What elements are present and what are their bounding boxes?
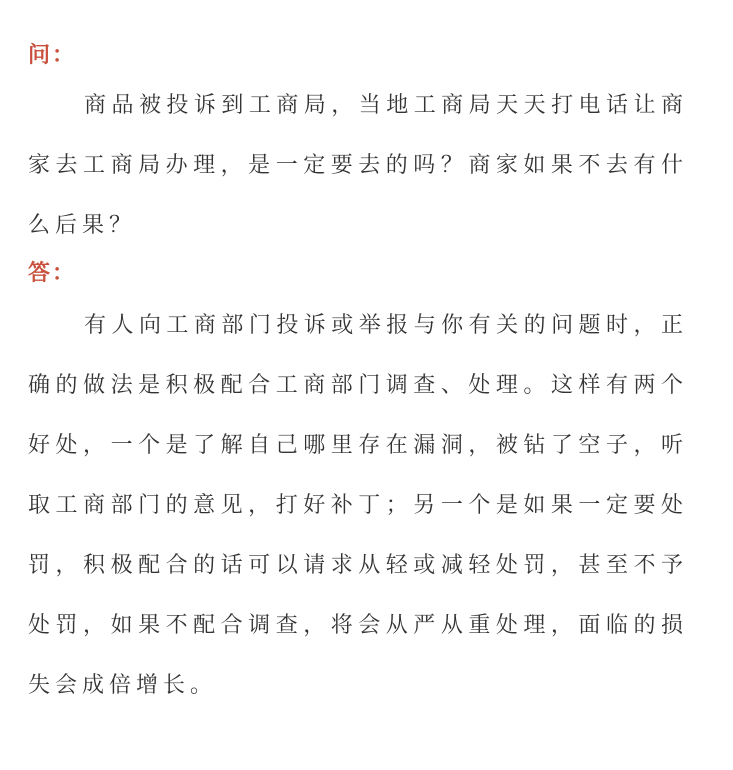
question-label: 问： bbox=[28, 43, 77, 68]
answer-label: 答： bbox=[28, 261, 77, 286]
answer-text: 有人向工商部门投诉或举报与你有关的问题时，正确的做法是积极配合工商部门调查、处理。这样有两个好处，一个是了解自己哪里存在漏洞，被钻了空子，听取工商部门的意见，打好补丁；另一个是如果一定要处罚，积极配合的话可以请求从轻或减轻处罚，甚至不予处罚，如果不配合调查，将会从严从重处理，面临的损失会成倍增长。 bbox=[28, 313, 688, 698]
question-text: 商品被投诉到工商局，当地工商局天天打电话让商家去工商局办理，是一定要去的吗？商家如果不去有什么后果？ bbox=[28, 93, 688, 238]
qa-article bbox=[28, 40, 688, 716]
